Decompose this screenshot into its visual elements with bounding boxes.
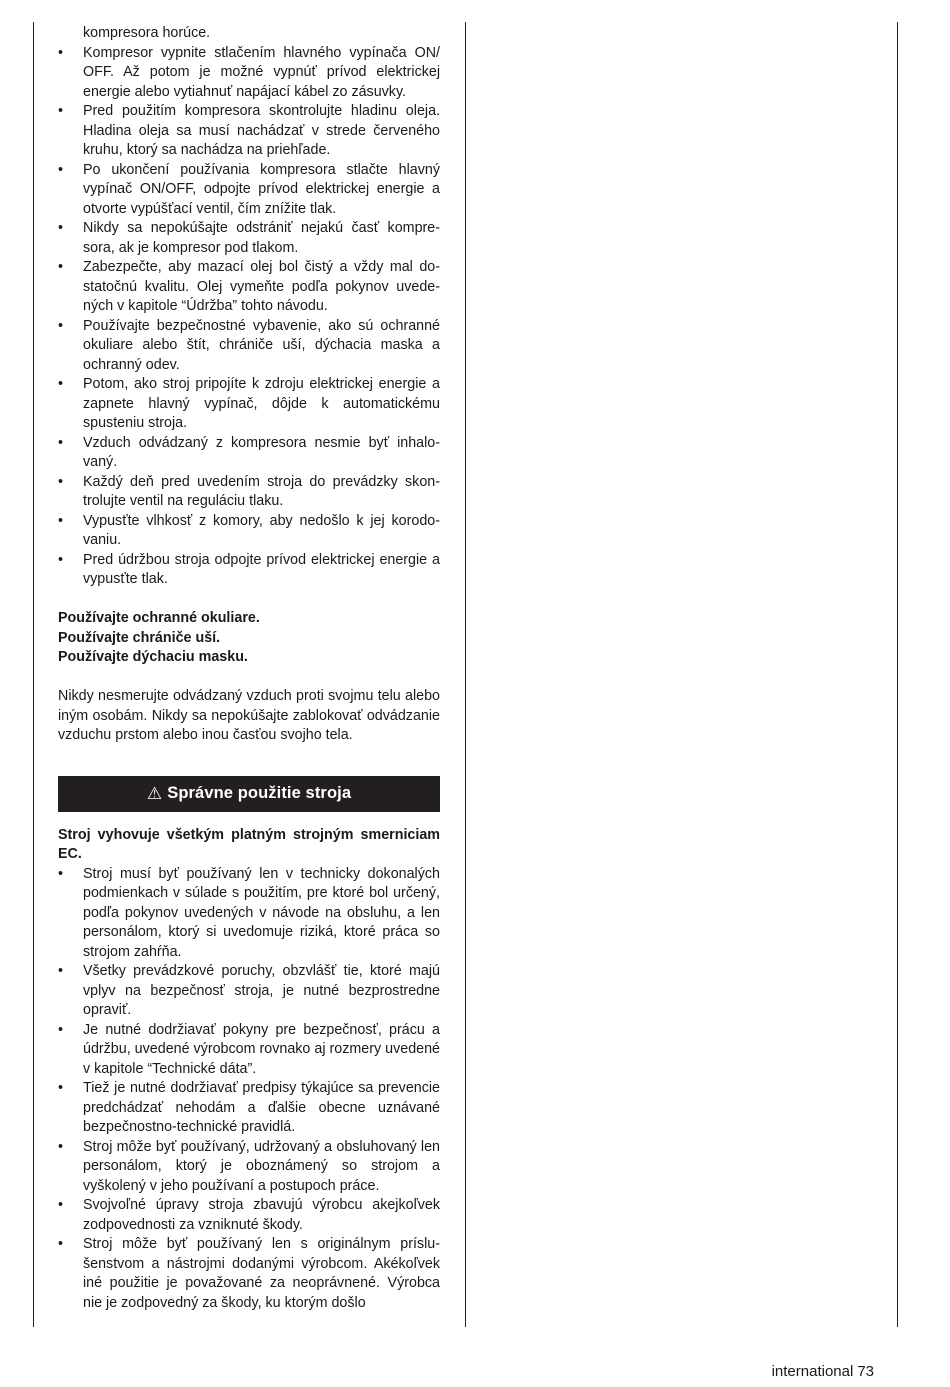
section-title: Správne použitie stroja (167, 783, 352, 802)
air-direction-warning-paragraph: Nikdy nesmerujte odvádzaný vzduch proti svojmu telu alebo iným osobám. Nikdy sa nepokúšajte zablokovať odvádzanie vzduchu prstom alebo inou časťou svojho tela. (58, 688, 440, 743)
list-item: • Pred použitím kompresora skontrolujte hladinu oleja. Hladina oleja sa musí nachádzať v strede červeného kruhu, ktorý sa nachádza na priehľade. (58, 102, 440, 161)
column-divider-line (465, 22, 466, 1327)
left-column (58, 24, 440, 1313)
list-item: • Je nutné dodržiavať pokyny pre bezpečnosť, prácu a údržbu, uvedené výrobcom rovnako aj rozmery uvedené v kapitole “Technické dáta”. (58, 1021, 440, 1080)
list-item: • Svojvoľné úpravy stroja zbavujú výrobcu akejkoľvek zodpovednosti za vzniknuté škody. (58, 1196, 440, 1235)
right-border-line (897, 22, 898, 1327)
list-item: • Vypusťte vlhkosť z komory, aby nedošlo k jej korodovaniu. (58, 512, 440, 551)
ear-protection-notice: Používajte chrániče uší. (58, 629, 221, 646)
list-item: • Pred údržbou stroja odpojte prívod elektrickej energie a vypusťte tlak. (58, 551, 440, 590)
page-number: 73 (857, 1363, 874, 1380)
usage-bullet-list (58, 865, 440, 1314)
ec-compliance-statement: Stroj vyhovuje všetkým platným strojným smerniciam EC. (58, 826, 440, 862)
footer-label: international (771, 1363, 854, 1380)
list-item: • Kompresor vypnite stlačením hlavného vypínača ON/ OFF. Až potom je možné vypnúť prívod elektrickej energie alebo vytiahnuť napájací kábel zo zásuvky. (58, 44, 440, 103)
breathing-mask-notice: Používajte dýchaciu masku. (58, 649, 248, 665)
list-item: • Nikdy sa nepokúšajte odstrániť nejakú časť kompresora, ak je kompresor pod tlakom. (58, 219, 440, 258)
continuation-text: kompresora horúce. (83, 25, 211, 41)
list-item: • Zabezpečte, aby mazací olej bol čistý a vždy mal dostatočnú kvalitu. Olej vymeňte podľa pokynov uvedených v kapitole “Údržba” tohto návodu. (58, 258, 440, 317)
list-item: • Potom, ako stroj pripojíte k zdroju elektrickej energie a zapnete hlavný vypínač, dôjde k automatickému spusteniu stroja. (58, 375, 440, 434)
section-heading-banner (58, 776, 440, 812)
list-item: • Používajte bezpečnostné vybavenie, ako sú ochranné okuliare alebo štít, chrániče uší, dýchacia maska a ochranný odev. (58, 317, 440, 376)
safety-bullet-list (58, 44, 440, 590)
list-item: • Stroj môže byť používaný len s originálnym príslušenstvom a nástrojmi dodanými výrobcom. Akékoľvek iné použitie je považované za neoprávnené. Výrobca nie je zodpovedný za škody, ku ktorým došlo (58, 1235, 440, 1313)
list-item: • Všetky prevádzkové poruchy, obzvlášť tie, ktoré majú vplyv na bezpečnosť stroja, je nutné bezprostredne opraviť. (58, 962, 440, 1021)
list-item: • Stroj musí byť používaný len v technicky dokonalých podmienkach v súlade s použitím, pre ktoré bol určený, podľa pokynov uvedených v návode na obsluhu, a len personálom, ktorý si uvedomuje riziká, ktoré práca so strojom zahŕňa. (58, 865, 440, 963)
list-item: • Tiež je nutné dodržiavať predpisy týkajúce sa prevencie predchádzať nehodám a ďalšie obecne uznávané bezpečnostno-technické pravidlá. (58, 1079, 440, 1138)
page-footer (772, 1363, 874, 1380)
list-item: • Po ukončení používania kompresora stlačte hlavný vypínač ON/OFF, odpojte prívod elektrickej energie a otvorte vypúšťací ventil, čím znížite tlak. (58, 161, 440, 220)
warning-triangle-icon: ⚠ (146, 783, 163, 803)
list-item: • Každý deň pred uvedením stroja do prevádzky skontrolujte ventil na reguláciu tlaku. (58, 473, 440, 512)
list-item: • Vzduch odvádzaný z kompresora nesmie byť inhalovaný. (58, 434, 440, 473)
list-item: • Stroj môže byť používaný, udržovaný a obsluhovaný len personálom, ktorý je oboznámený so strojom a vyškolený v jeho používaní a postupoch práce. (58, 1138, 440, 1197)
left-border-line (33, 22, 34, 1327)
protective-goggles-notice: Používajte ochranné okuliare. (58, 610, 260, 626)
